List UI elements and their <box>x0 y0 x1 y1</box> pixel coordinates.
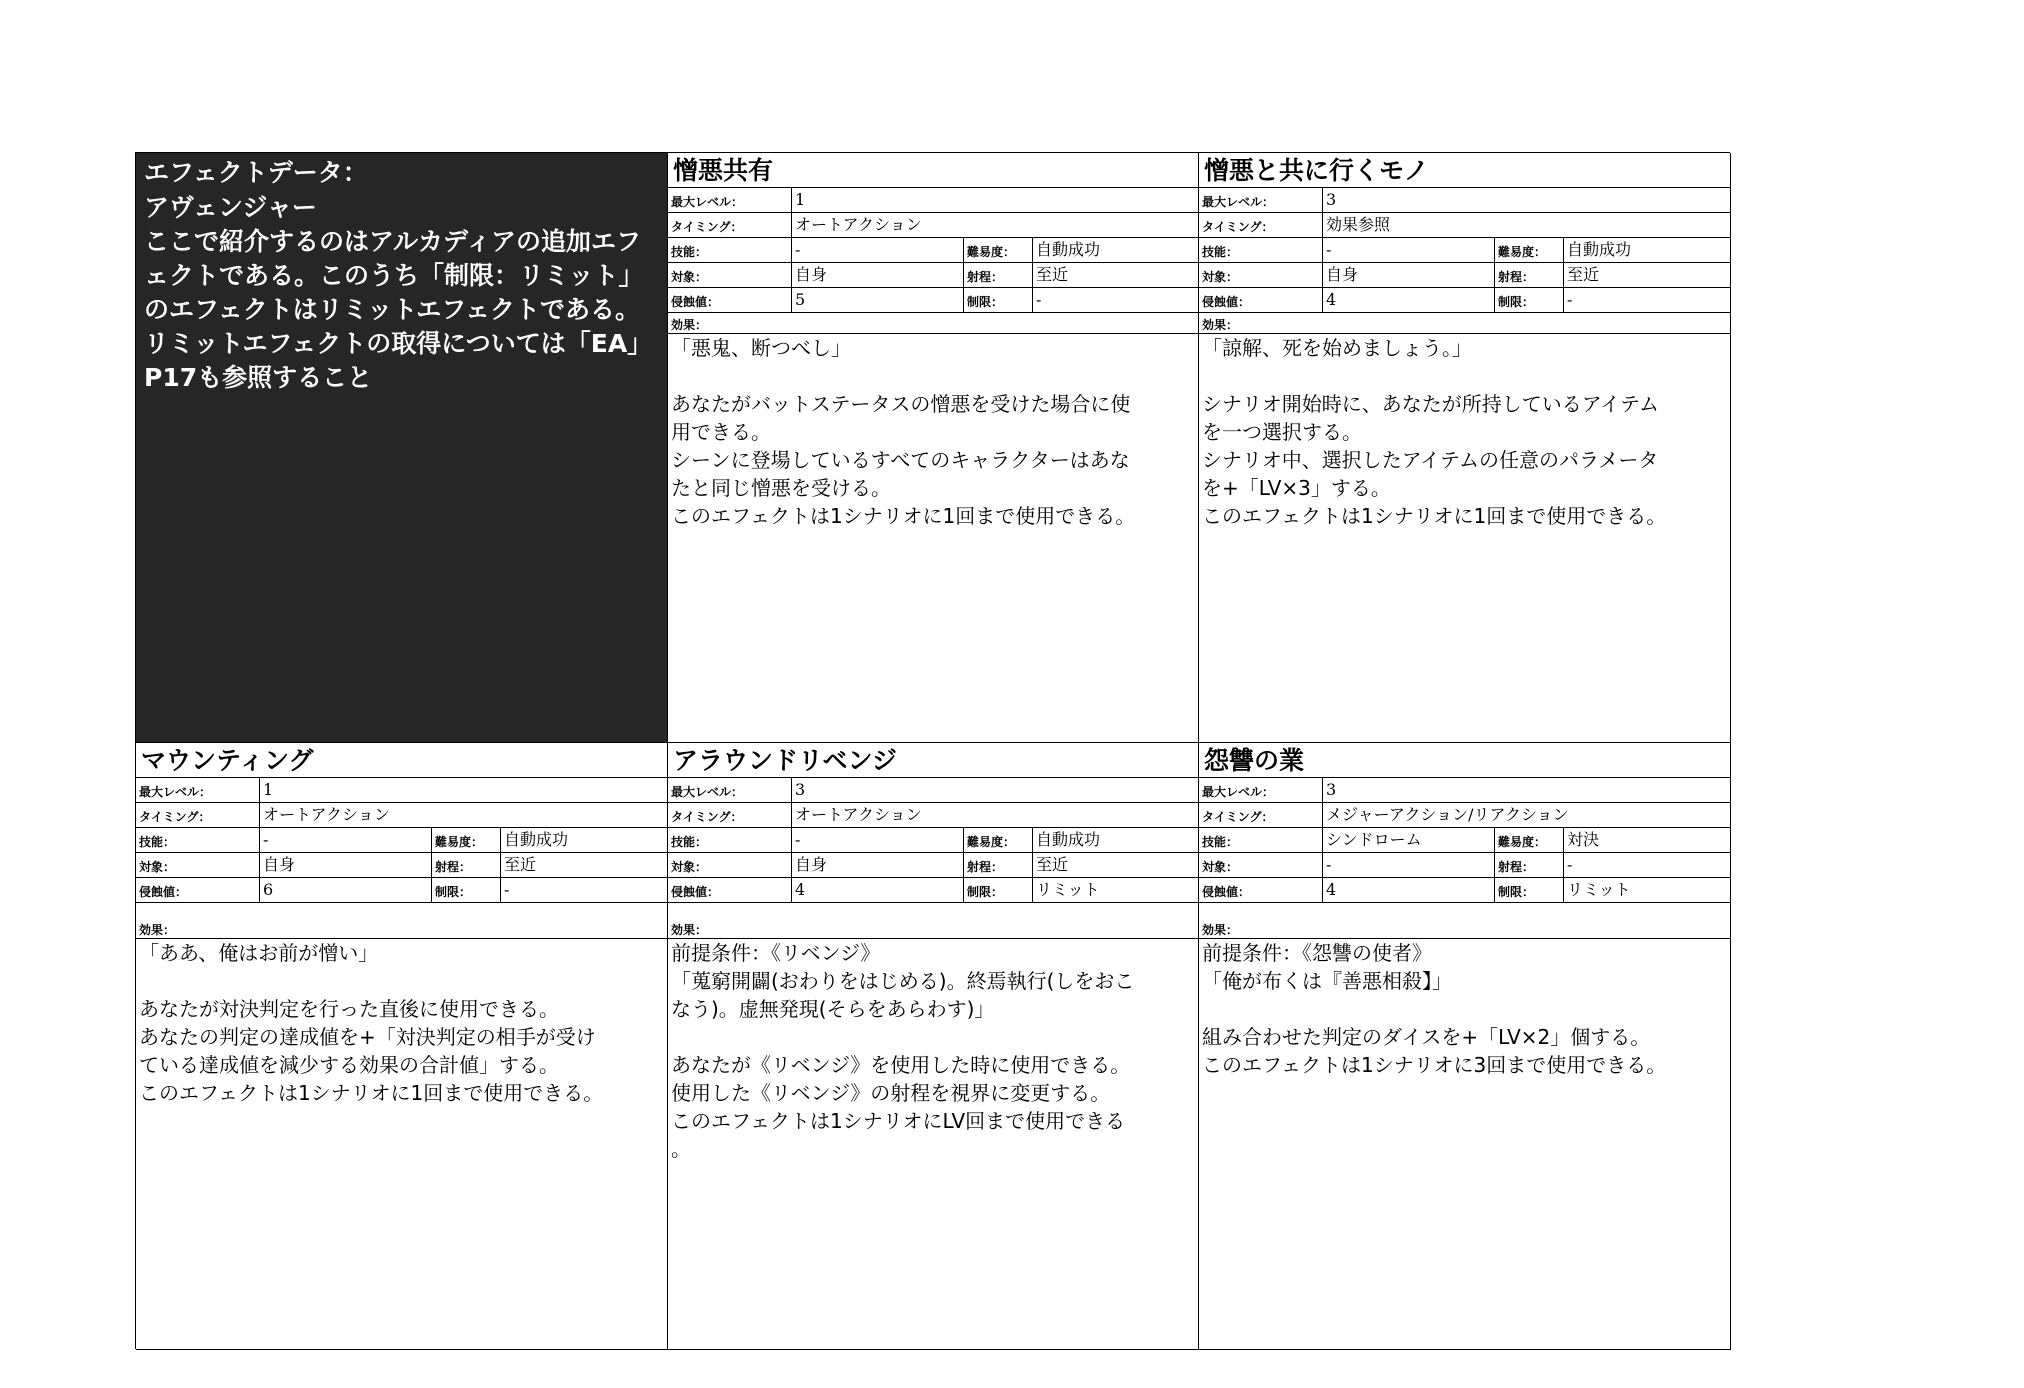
effect-line <box>139 967 664 995</box>
effect-line: 「俺が布くは『善悪相殺】」 <box>1202 969 1452 993</box>
max-level-row <box>1199 188 1730 213</box>
skill-label: 技能： <box>1199 238 1323 262</box>
target-row <box>136 853 667 878</box>
timing-label: タイミング： <box>668 803 792 827</box>
difficulty-label: 難易度： <box>963 828 1033 852</box>
timing-row <box>1199 803 1730 828</box>
effect-label: 効果： <box>668 313 1198 334</box>
intro-title-2: アヴェンジャー <box>144 193 317 222</box>
effect-line <box>671 362 1195 390</box>
effect-name: アラウンドリベンジ <box>668 743 1198 778</box>
target-value: 自身 <box>795 265 828 284</box>
erosion-label: 侵蝕値： <box>668 288 792 312</box>
effect-line: このエフェクトは1シナリオに3回まで使用できる。 <box>1202 1053 1667 1077</box>
erosion-row <box>668 878 1198 903</box>
range-value: 至近 <box>1036 855 1069 874</box>
erosion-label: 侵蝕値： <box>1199 288 1323 312</box>
range-label: 射程： <box>963 263 1033 287</box>
target-row <box>1199 263 1730 288</box>
timing-row <box>668 803 1198 828</box>
timing-label: タイミング： <box>136 803 260 827</box>
skill-value: - <box>795 830 801 849</box>
timing-value: 効果参照 <box>1326 215 1391 234</box>
target-label: 対象： <box>668 853 792 877</box>
limit-label: 制限： <box>1494 878 1564 902</box>
max-level-value: 1 <box>263 780 274 799</box>
effect-line <box>671 1023 1195 1051</box>
range-label: 射程： <box>1494 853 1564 877</box>
intro-title-1: エフェクトデータ： <box>144 158 368 187</box>
skill-value: シンドローム <box>1326 830 1422 849</box>
skill-row <box>1199 238 1730 263</box>
skill-row <box>668 238 1198 263</box>
effect-card <box>668 743 1199 1350</box>
max-level-row <box>668 188 1198 213</box>
effect-line <box>1202 362 1727 390</box>
timing-label: タイミング： <box>1199 213 1323 237</box>
range-value: 至近 <box>1567 265 1600 284</box>
timing-row <box>668 213 1198 238</box>
timing-label: タイミング： <box>668 213 792 237</box>
target-label: 対象： <box>1199 853 1323 877</box>
effect-card <box>1199 743 1731 1350</box>
skill-row <box>136 828 667 853</box>
effect-line: シナリオ中、選択したアイテムの任意のパラメータ <box>1202 448 1659 472</box>
range-label: 射程： <box>963 853 1033 877</box>
timing-value: オートアクション <box>263 805 390 824</box>
target-label: 対象： <box>1199 263 1323 287</box>
limit-label: 制限： <box>963 288 1033 312</box>
erosion-row <box>1199 288 1730 313</box>
effect-line <box>1202 995 1727 1023</box>
effect-line: あなたが《リベンジ》を使用した時に使用できる。 <box>671 1053 1131 1077</box>
limit-value: リミット <box>1036 880 1100 899</box>
max-level-value: 3 <box>1326 780 1337 799</box>
effect-text <box>136 939 667 1107</box>
target-value: 自身 <box>263 855 296 874</box>
target-value: - <box>1326 855 1332 874</box>
difficulty-label: 難易度： <box>963 238 1033 262</box>
effect-name: マウンティング <box>136 743 667 778</box>
timing-row <box>1199 213 1730 238</box>
limit-label: 制限： <box>963 878 1033 902</box>
effect-text <box>668 939 1198 1163</box>
effect-line: あなたが対決判定を行った直後に使用できる。 <box>139 997 559 1021</box>
max-level-label: 最大レベル： <box>1199 778 1323 802</box>
range-value: 至近 <box>504 855 537 874</box>
skill-value: - <box>795 240 801 259</box>
effect-line: このエフェクトは1シナリオに1回まで使用できる。 <box>139 1081 604 1105</box>
erosion-value: 4 <box>1326 880 1337 899</box>
effect-card <box>1199 153 1731 743</box>
target-row <box>668 853 1198 878</box>
effect-line: 用できる。 <box>671 420 771 444</box>
max-level-value: 1 <box>795 190 806 209</box>
effect-line: 前提条件：《リベンジ》 <box>671 941 881 965</box>
effect-line: を一つ選択する。 <box>1202 420 1362 444</box>
erosion-value: 6 <box>263 880 274 899</box>
limit-value: - <box>504 880 510 899</box>
effect-text <box>668 334 1198 530</box>
max-level-value: 3 <box>1326 190 1337 209</box>
effect-text <box>1199 334 1730 530</box>
target-row <box>1199 853 1730 878</box>
range-label: 射程： <box>1494 263 1564 287</box>
erosion-row <box>136 878 667 903</box>
timing-value: オートアクション <box>795 805 922 824</box>
difficulty-label: 難易度： <box>1494 238 1564 262</box>
effect-label: 効果： <box>136 903 667 939</box>
effect-line: ている達成値を減少する効果の合計値」する。 <box>139 1053 559 1077</box>
erosion-value: 5 <box>795 290 806 309</box>
max-level-value: 3 <box>795 780 806 799</box>
difficulty-value: 対決 <box>1567 830 1600 849</box>
effect-line: 「悪鬼、断つべし」 <box>671 336 851 360</box>
skill-row <box>1199 828 1730 853</box>
skill-label: 技能： <box>668 828 792 852</box>
max-level-label: 最大レベル： <box>668 188 792 212</box>
difficulty-label: 難易度： <box>1494 828 1564 852</box>
difficulty-value: 自動成功 <box>1567 240 1632 259</box>
intro-panel <box>136 153 668 743</box>
target-value: 自身 <box>795 855 828 874</box>
skill-value: - <box>263 830 269 849</box>
limit-value: - <box>1567 290 1573 309</box>
range-label: 射程： <box>431 853 501 877</box>
max-level-label: 最大レベル： <box>668 778 792 802</box>
target-label: 対象： <box>136 853 260 877</box>
max-level-row <box>136 778 667 803</box>
effect-line: シナリオ開始時に、あなたが所持しているアイテム <box>1202 392 1659 416</box>
effect-sheet <box>135 152 1730 1349</box>
erosion-value: 4 <box>1326 290 1337 309</box>
limit-value: - <box>1036 290 1042 309</box>
range-value: - <box>1567 855 1573 874</box>
target-value: 自身 <box>1326 265 1359 284</box>
effect-line: あなたの判定の達成値を+「対決判定の相手が受け <box>139 1025 596 1049</box>
max-level-label: 最大レベル： <box>136 778 260 802</box>
erosion-row <box>1199 878 1730 903</box>
effect-line: あなたがバットステータスの憎悪を受けた場合に使 <box>671 392 1131 416</box>
effect-card <box>136 743 668 1350</box>
skill-value: - <box>1326 240 1332 259</box>
timing-label: タイミング： <box>1199 803 1323 827</box>
erosion-value: 4 <box>795 880 806 899</box>
effect-line: 。 <box>671 1137 691 1161</box>
difficulty-label: 難易度： <box>431 828 501 852</box>
max-level-row <box>1199 778 1730 803</box>
difficulty-value: 自動成功 <box>1036 240 1101 259</box>
effect-line: このエフェクトは1シナリオにLV回まで使用できる <box>671 1109 1126 1133</box>
target-row <box>668 263 1198 288</box>
effect-line: 組み合わせた判定のダイスを+「LV×2」個する。 <box>1202 1025 1651 1049</box>
skill-label: 技能： <box>136 828 260 852</box>
timing-value: メジャーアクション/リアクション <box>1326 805 1569 824</box>
difficulty-value: 自動成功 <box>1036 830 1101 849</box>
max-level-row <box>668 778 1198 803</box>
effect-line: 「ああ、俺はお前が憎い」 <box>139 941 379 965</box>
erosion-row <box>668 288 1198 313</box>
effect-card <box>668 153 1199 743</box>
effect-line: を+「LV×3」する。 <box>1202 476 1391 500</box>
difficulty-value: 自動成功 <box>504 830 569 849</box>
effect-line: なう)。虚無発現(そらをあらわす)」 <box>671 997 995 1021</box>
effect-text <box>1199 939 1730 1079</box>
effect-name: 憎悪共有 <box>668 153 1198 188</box>
effect-line: たと同じ憎悪を受ける。 <box>671 476 891 500</box>
timing-value: オートアクション <box>795 215 922 234</box>
intro-body: ここで紹介するのはアルカディアの追加エフェクトである。このうち「制限：リミット」のエフェクトはリミットエフェクトである。リミットエフェクトの取得については「EA」P17も参照すること <box>144 227 653 392</box>
effect-name: 憎悪と共に行くモノ <box>1199 153 1730 188</box>
effect-line: このエフェクトは1シナリオに1回まで使用できる。 <box>1202 504 1667 528</box>
skill-label: 技能： <box>1199 828 1323 852</box>
limit-value: リミット <box>1567 880 1631 899</box>
effect-line: 使用した《リベンジ》の射程を視界に変更する。 <box>671 1081 1111 1105</box>
limit-label: 制限： <box>431 878 501 902</box>
limit-label: 制限： <box>1494 288 1564 312</box>
erosion-label: 侵蝕値： <box>136 878 260 902</box>
effect-name: 怨讐の業 <box>1199 743 1730 778</box>
effect-line: このエフェクトは1シナリオに1回まで使用できる。 <box>671 504 1136 528</box>
effect-label: 効果： <box>668 903 1198 939</box>
erosion-label: 侵蝕値： <box>1199 878 1323 902</box>
effect-line: 「諒解、死を始めましょう。」 <box>1202 336 1472 360</box>
effect-line: 前提条件：《怨讐の使者》 <box>1202 941 1432 965</box>
effect-line: 「蒐窮開闢(おわりをはじめる)。終焉執行(しをおこ <box>671 969 1135 993</box>
effect-line: シーンに登場しているすべてのキャラクターはあな <box>671 448 1130 472</box>
skill-row <box>668 828 1198 853</box>
target-label: 対象： <box>668 263 792 287</box>
erosion-label: 侵蝕値： <box>668 878 792 902</box>
skill-label: 技能： <box>668 238 792 262</box>
max-level-label: 最大レベル： <box>1199 188 1323 212</box>
timing-row <box>136 803 667 828</box>
effect-label: 効果： <box>1199 313 1730 334</box>
effect-label: 効果： <box>1199 903 1730 939</box>
range-value: 至近 <box>1036 265 1069 284</box>
